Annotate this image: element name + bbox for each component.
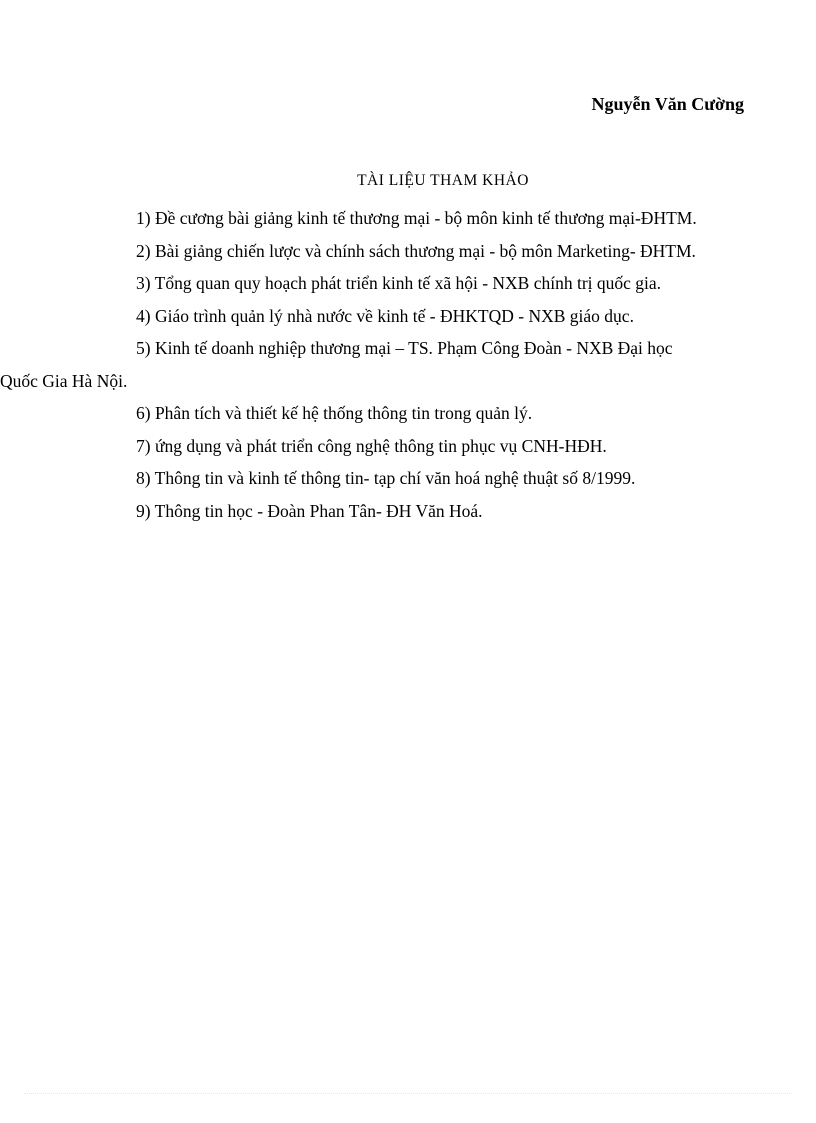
references-list xyxy=(0,202,756,527)
reference-item-8: 8) Thông tin và kinh tế thông tin- tạp chí văn hoá nghệ thuật số 8/1999. xyxy=(136,468,636,488)
reference-item-9: 9) Thông tin học - Đoàn Phan Tân- ĐH Văn Hoá. xyxy=(136,500,483,521)
reference-item-2: 2) Bài giảng chiến lược và chính sách thương mại - bộ môn Marketing- ĐHTM. xyxy=(136,240,696,261)
references-heading: TÀI LIỆU THAM KHẢO xyxy=(357,172,529,189)
reference-item-3: 3) Tổng quan quy hoạch phát triển kinh tế xã hội - NXB chính trị quốc gia. xyxy=(136,273,662,293)
author-name: Nguyễn Văn Cường xyxy=(591,94,744,114)
reference-item-4: 4) Giáo trình quản lý nhà nước về kinh tế - ĐHKTQD - NXB giáo dục. xyxy=(136,305,634,326)
page-bottom-divider xyxy=(24,1093,792,1094)
reference-item-5: 5) Kinh tế doanh nghiệp thương mại – TS. Phạm Công Đoàn - NXB Đại học xyxy=(136,338,673,358)
reference-item-6: 6) Phân tích và thiết kế hệ thống thông tin trong quản lý. xyxy=(136,403,533,423)
reference-item-1: 1) Đề cương bài giảng kinh tế thương mại - bộ môn kinh tế thương mại-ĐHTM. xyxy=(136,208,697,228)
reference-item-7: 7) ứng dụng và phát triển công nghệ thông tin phục vụ CNH-HĐH. xyxy=(136,435,607,456)
reference-item-5-continuation: Quốc Gia Hà Nội. xyxy=(0,370,128,391)
